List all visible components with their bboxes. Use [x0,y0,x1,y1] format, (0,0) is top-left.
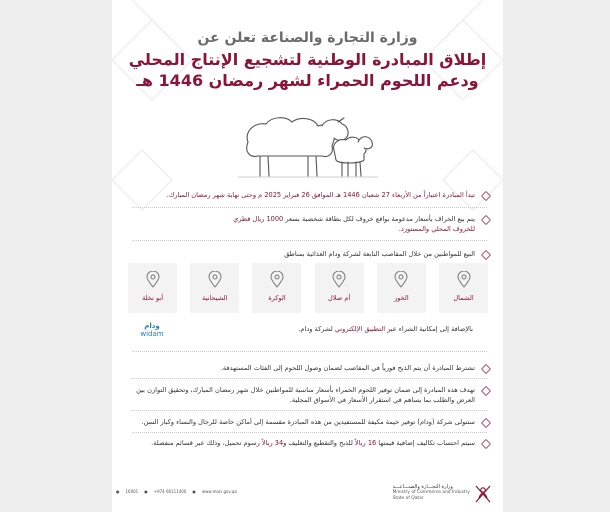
widam-app-note [298,325,473,333]
diamond-bullet-icon [481,386,491,396]
area-tile [439,263,488,313]
sheep-illustration [238,112,378,180]
location-pin-icon [332,271,346,288]
divider [132,240,487,241]
qatar-emblem-icon [473,482,493,504]
start-date-item [121,190,491,201]
widam-logo-ar: ودام [144,322,160,330]
location-pin-icon [208,271,222,288]
start-date-text: تبدأ المبادرة اعتباراً من الأربعاء 27 شعبان 1446 هـ الموافق 26 فبراير 2025 م وحتى نهاية شهر رمضان المبارك. [166,191,475,199]
price-item [121,214,491,234]
state-name: State of Qatar [392,495,424,501]
announcement-page [112,0,503,512]
phone-number[interactable]: 16001 [125,489,139,494]
location-pin-icon [270,271,284,288]
area-tile [190,263,239,313]
condition-item [121,417,491,428]
divider [132,432,487,433]
widam-logo-en: widam [140,330,164,338]
header [112,30,503,91]
location-pin-icon [457,271,471,288]
diamond-bullet-icon [481,418,491,428]
fee-text-a: سيتم احتساب تكاليف إضافية قيمتها [376,439,475,447]
area-label: الشمال [453,294,474,302]
header-title-line2: ودعم اللحوم الحمراء لشهر رمضان 1446 هـ [136,71,479,90]
fee-text-c: للذبح والتقطيع والتغليف و [283,439,355,447]
sale-intro-item [121,249,491,260]
area-tile [377,263,426,313]
condition-text: ستتولى شركة (ودام) توفير خيمة مكيفة للمستفيدين من هذه المبادرة مقسمة إلى أماكن خاصة للرجال والنساء وكبار السن. [141,418,475,426]
diamond-bullet-icon [481,364,491,374]
location-pin-icon [146,271,160,288]
price-text-a: يتم بيع الخراف بأسعار مدعومة بواقع خروف لكل بطاقة شخصية بسعر [283,215,475,223]
area-tile [315,263,364,313]
fee-text-e: رسوم تحميل، وذلك عبر قسائم منفصلة. [151,439,262,447]
widam-text-c: لشركة ودام. [298,325,335,333]
location-pin-icon [394,271,408,288]
divider [132,378,487,379]
whatsapp-number[interactable]: +974 66111400 [153,489,187,494]
area-tile [252,263,301,313]
area-label: الخور [393,294,409,302]
area-tile [128,263,177,313]
condition-text: تشترط المبادرة أن يتم الذبح فورياً في المقاصب لضمان وصول اللحوم إلى الفئات المستهدفة. [220,364,475,372]
ministry-logo [393,482,493,504]
footer [112,482,503,512]
area-list [128,263,488,313]
phone-icon: ● [116,489,120,494]
divider [132,410,487,411]
widam-logo [134,322,170,340]
condition-item [121,385,491,405]
divider [132,351,487,352]
fee-loading: 34 ريالاً [261,439,284,447]
whatsapp-icon: ● [144,489,148,494]
web-icon: ● [192,489,196,494]
fee-slaughter: 16 ريالاً [354,439,377,447]
ministry-name-ar: وزارة التجـــارة والصنـــاعـــة [392,483,453,490]
diamond-bullet-icon [481,215,491,225]
area-label: الوكرة [268,294,286,302]
price-text-b: للخروف المحلي والمستورد. [398,225,475,233]
diamond-bullet-icon [481,250,491,260]
condition-text: تهدف هذه المبادرة إلى ضمان توفير اللحوم الحمراء بأسعار مناسبة للمواطنين خلال شهر رمضان المبارك، وتحقيق التوازن بين العرض والطلب بما يساهم في استقرار الأسعار في الأسواق المحلية. [136,386,475,404]
sale-intro-text: البيع للمواطنين من خلال المقاصب التابعة لشركة ودام الغذائية بمناطق [284,250,475,258]
diamond-bullet-icon [481,191,491,201]
contact-info [116,489,237,494]
widam-app-link[interactable]: التطبيق الإلكتروني [334,325,386,333]
divider [132,207,487,208]
diamond-bullet-icon [481,439,491,449]
header-title-line1: إطلاق المبادرة الوطنية لتشجيع الإنتاج المحلي [128,50,487,69]
ministry-name-en: Ministry of Commerce and Industry [392,490,470,496]
condition-item [121,438,491,449]
header-subtitle: وزارة التجارة والصناعة تعلن عن [197,30,418,46]
website-link[interactable]: www.moci.gov.qa [201,489,237,494]
price-value: 1000 ريال قطري [233,215,284,223]
widam-text-a: بالإضافة إلى إمكانية الشراء عبر [385,325,473,333]
area-label: أبو نخلة [142,294,164,302]
area-label: أم صلال [327,294,351,302]
condition-item [121,363,491,374]
area-label: الشيحانية [202,294,228,302]
